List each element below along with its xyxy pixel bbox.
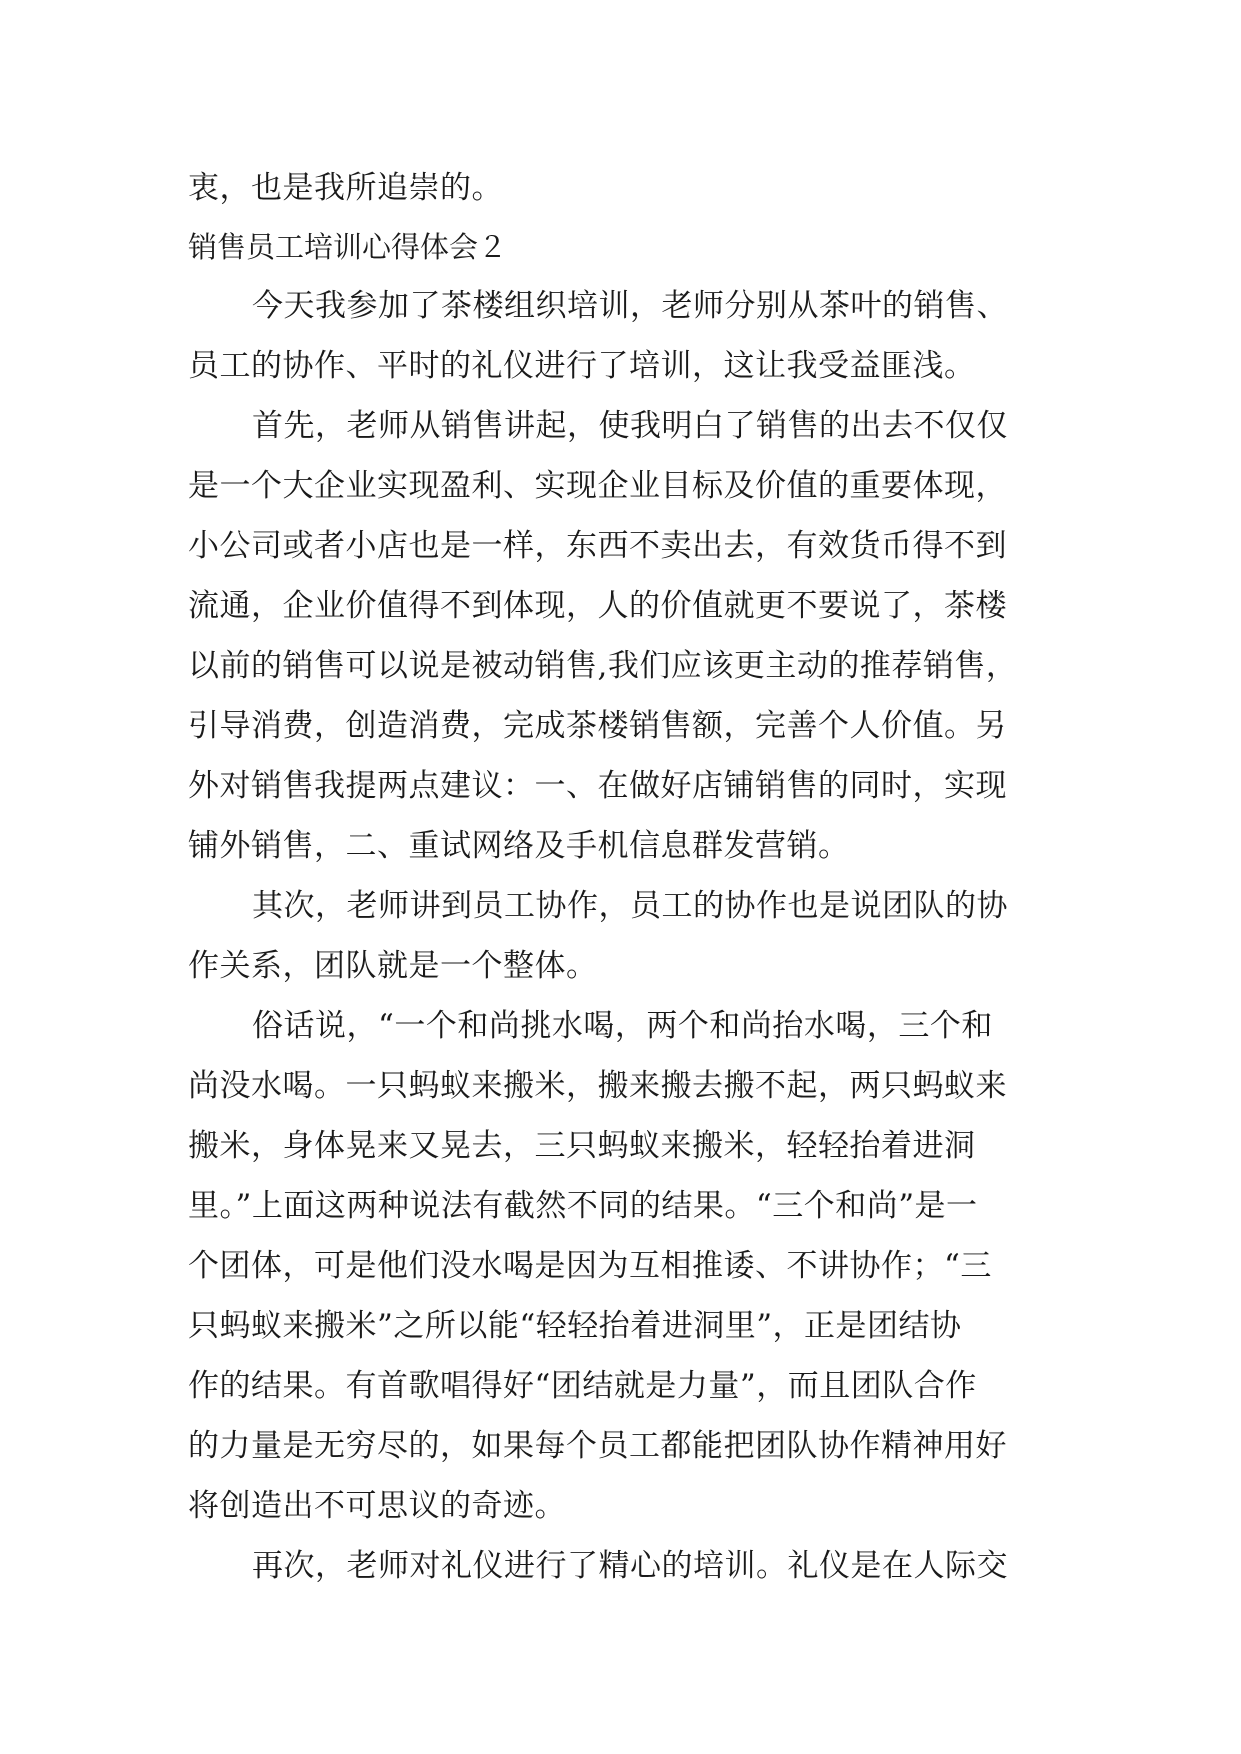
text-line: 个团体，可是他们没水喝是因为互相推诿、不讲协作；“三 [188,1248,992,1284]
text-line: 搬米，身体晃来又晃去，三只蚂蚁来搬米，轻轻抬着进洞 [188,1128,976,1164]
text-line: 里。”上面这两种说法有截然不同的结果。“三个和尚”是一 [188,1188,978,1224]
text-line: 引导消费，创造消费，完成茶楼销售额，完善个人价值。另 [188,708,1007,744]
text-line: 小公司或者小店也是一样，东西不卖出去，有效货币得不到 [188,528,1007,564]
text-line: 员工的协作、平时的礼仪进行了培训，这让我受益匪浅。 [188,348,976,384]
text-line: 是一个大企业实现盈利、实现企业目标及价值的重要体现， [188,468,1007,504]
paragraph-first-line: 今天我参加了茶楼组织培训，老师分别从茶叶的销售、 [252,288,1008,324]
text-line: 铺外销售，二、重试网络及手机信息群发营销。 [188,828,850,864]
paragraph-first-line: 首先，老师从销售讲起，使我明白了销售的出去不仅仅 [252,408,1008,444]
text-line: 流通，企业价值得不到体现，人的价值就更不要说了，茶楼 [188,588,1007,624]
text-line: 衷，也是我所追崇的。 [188,170,503,206]
paragraph-first-line: 再次，老师对礼仪进行了精心的培训。礼仪是在人际交 [252,1548,1008,1584]
text-line: 的力量是无穷尽的，如果每个员工都能把团队协作精神用好 [188,1428,1007,1464]
text-line: 尚没水喝。一只蚂蚁来搬米，搬来搬去搬不起，两只蚂蚁来 [188,1068,1007,1104]
paragraph-first-line: 俗话说，“一个和尚挑水喝，两个和尚抬水喝，三个和 [252,1008,993,1044]
text-line: 只蚂蚁来搬米”之所以能“轻轻抬着进洞里”，正是团结协 [188,1308,962,1344]
document-body [188,158,1058,1596]
text-line: 作关系，团队就是一个整体。 [188,948,598,984]
section-heading: 销售员工培训心得体会２ [188,230,508,264]
text-line: 外对销售我提两点建议：一、在做好店铺销售的同时，实现 [188,768,1007,804]
text-line: 以前的销售可以说是被动销售,我们应该更主动的推荐销售， [188,648,1018,684]
text-line: 作的结果。有首歌唱得好“团结就是力量”，而且团队合作 [188,1368,977,1404]
text-line: 将创造出不可思议的奇迹。 [188,1488,566,1524]
paragraph-first-line: 其次，老师讲到员工协作，员工的协作也是说团队的协 [252,888,1008,924]
